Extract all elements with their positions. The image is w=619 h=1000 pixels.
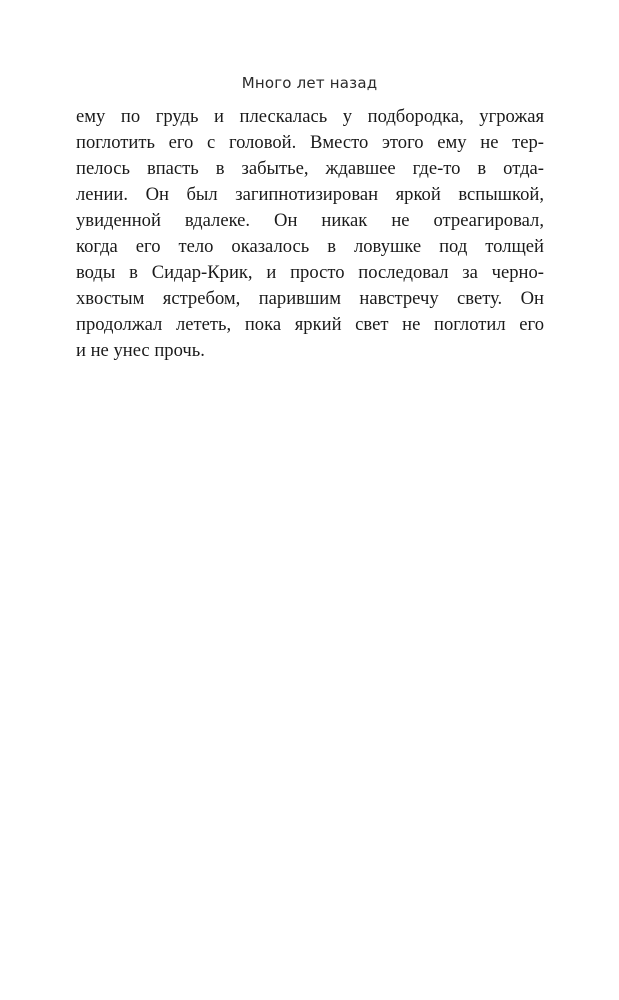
text-line: хвостым ястребом, парившим навстречу свету. Он — [76, 288, 544, 309]
text-line: ему по грудь и плескалась у подбородка, угрожая — [76, 106, 544, 127]
text-line: продолжал лететь, пока яркий свет не поглотил его — [76, 314, 544, 335]
text-line: пелось впасть в забытье, ждавшее где-то в отда- — [76, 158, 544, 179]
text-line: воды в Сидар-Крик, и просто последовал за черно- — [76, 262, 544, 283]
text-line: когда его тело оказалось в ловушке под толщей — [76, 236, 544, 257]
text-line: увиденной вдалеке. Он никак не отреагировал, — [76, 210, 544, 231]
text-line: поглотить его с головой. Вместо этого ему не тер- — [76, 132, 544, 153]
text-line: и не унес прочь. — [76, 340, 205, 361]
text-line: лении. Он был загипнотизирован яркой вспышкой, — [76, 184, 544, 205]
running-header: Много лет назад — [241, 74, 378, 92]
body-paragraph — [76, 104, 544, 364]
